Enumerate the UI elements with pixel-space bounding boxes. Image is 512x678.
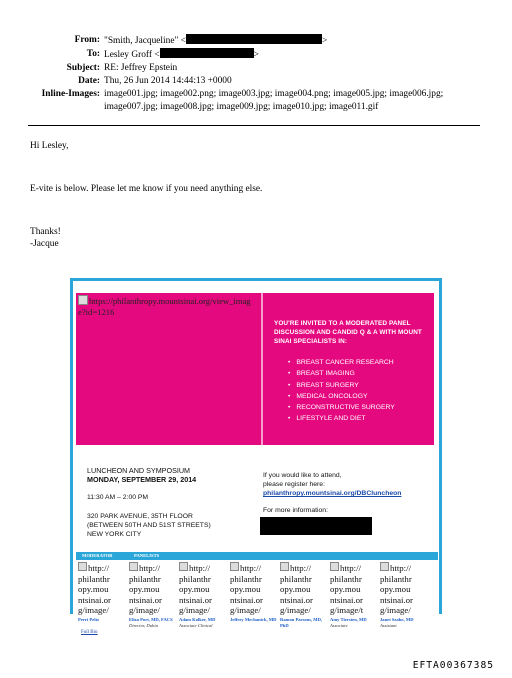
moderator-label: MODERATOR	[82, 553, 113, 558]
broken-image-icon	[330, 562, 339, 571]
panelist-name: Perri Peltz	[78, 617, 100, 622]
date-value: Thu, 26 Jun 2014 14:44:13 +0000	[104, 76, 232, 86]
inline-images-value: image001.jpg; image002.png; image003.jpg; image004.png; image005.jpg; image006.jpg; image007.jpg; image008.jpg; image009.jpg; image010.jpg; image011.gif	[104, 89, 444, 112]
topic-list	[288, 357, 395, 425]
redaction-box	[260, 517, 372, 535]
date-row	[28, 75, 488, 88]
broken-image-icon	[380, 562, 389, 571]
topic-item: • RECONSTRUCTIVE SURGERY	[288, 402, 395, 413]
panelist-photo[interactable]: http:// philanthr opy.mou ntsinai.or g/image/	[179, 563, 212, 616]
panelist-name: Amy Tiersten, MD Associate	[330, 617, 367, 628]
evite-card	[70, 278, 442, 635]
full-bio-link[interactable]: Full Bio	[81, 630, 98, 635]
panelist-photo[interactable]: http:// philanthr opy.mou ntsinai.or g/image/	[380, 563, 413, 616]
broken-image-icon	[78, 295, 88, 305]
to-row	[28, 48, 488, 62]
panelist-photo[interactable]: http:// philanthr opy.mou ntsinai.or g/image/	[230, 563, 263, 616]
panelist-photo[interactable]: http:// philanthr opy.mou ntsinai.or g/image/	[78, 563, 111, 616]
event-time: 11:30 AM – 2:00 PM	[87, 494, 149, 501]
invite-heading: YOU'RE INVITED TO A MODERATED PANEL DISCUSSION AND CANDID Q & A WITH MOUNT SINAI SPECIALISTS IN:	[274, 320, 422, 345]
panelist-name: Adam Kolker, MD Associate Clinical	[179, 617, 216, 628]
topic-item: • BREAST IMAGING	[288, 368, 395, 379]
inline-images-row	[28, 88, 488, 114]
evite-banner	[76, 293, 434, 445]
from-row	[28, 34, 488, 48]
redaction-box	[186, 34, 322, 44]
more-info-label: For more information:	[263, 507, 328, 514]
panelist-name: Eliza Port, MD, FACS Director, Dubin	[129, 617, 173, 628]
topic-item: • LIFESTYLE AND DIET	[288, 413, 395, 424]
greeting: Hi Lesley,	[30, 141, 69, 151]
panelist-name: Ramon Parsons, MD, PhD	[280, 617, 323, 628]
panelist-photo[interactable]: http:// philanthr opy.mou ntsinai.or g/image/	[280, 563, 313, 616]
banner-divider	[261, 293, 263, 445]
thanks: Thanks!	[30, 227, 61, 237]
email-header	[28, 34, 488, 114]
subject-row	[28, 62, 488, 75]
broken-image[interactable]: https://philanthropy.mountsinai.org/view_image?id=1216	[78, 296, 251, 317]
date-label: Date:	[78, 76, 100, 86]
event-type: LUNCHEON AND SYMPOSIUM	[87, 466, 191, 475]
topic-item: • MEDICAL ONCOLOGY	[288, 391, 395, 402]
broken-image-icon	[78, 562, 87, 571]
broken-image-icon	[230, 562, 239, 571]
event-title	[87, 466, 196, 484]
subject-value: RE: Jeffrey Epstein	[104, 63, 178, 73]
inline-images-label: Inline-Images:	[41, 89, 100, 99]
panelists-label: PANELISTS	[134, 553, 160, 558]
panelist-photo[interactable]: http:// philanthr opy.mou ntsinai.or g/image/	[129, 563, 162, 616]
broken-image-icon	[179, 562, 188, 571]
register-info: If you would like to attend, please register here: philanthropy.mountsinai.org/DBCluncheon	[263, 472, 402, 497]
redaction-box	[160, 48, 254, 58]
document-id: EFTA00367385	[412, 660, 494, 671]
broken-image-icon	[280, 562, 289, 571]
from-label: From:	[74, 35, 100, 45]
panel-header-bar	[76, 552, 438, 560]
topic-item: • BREAST SURGERY	[288, 380, 395, 391]
broken-image-icon	[129, 562, 138, 571]
register-link[interactable]: philanthropy.mountsinai.org/DBCluncheon	[263, 490, 402, 497]
to-value: Lesley Groff < >	[104, 50, 259, 60]
event-date: MONDAY, SEPTEMBER 29, 2014	[87, 475, 197, 484]
from-value: "Smith, Jacqueline" < >	[104, 36, 328, 46]
event-address: 320 PARK AVENUE, 35TH FLOOR (BETWEEN 50TH AND 51ST STREETS) NEW YORK CITY	[87, 513, 211, 538]
to-label: To:	[86, 49, 100, 59]
topic-item: • BREAST CANCER RESEARCH	[288, 357, 395, 368]
panelist-name: Jeffrey Mechanick, MD	[230, 617, 277, 622]
panelist-name: Janet Szabo, MD Assistant	[380, 617, 414, 628]
header-divider	[28, 125, 480, 126]
panelist-photo[interactable]: http:// philanthr opy.mou ntsinai.or g/image/t	[330, 563, 364, 616]
body-line: E-vite is below. Please let me know if you need anything else.	[30, 184, 263, 194]
subject-label: Subject:	[66, 63, 100, 73]
signoff: -Jacque	[30, 239, 59, 249]
